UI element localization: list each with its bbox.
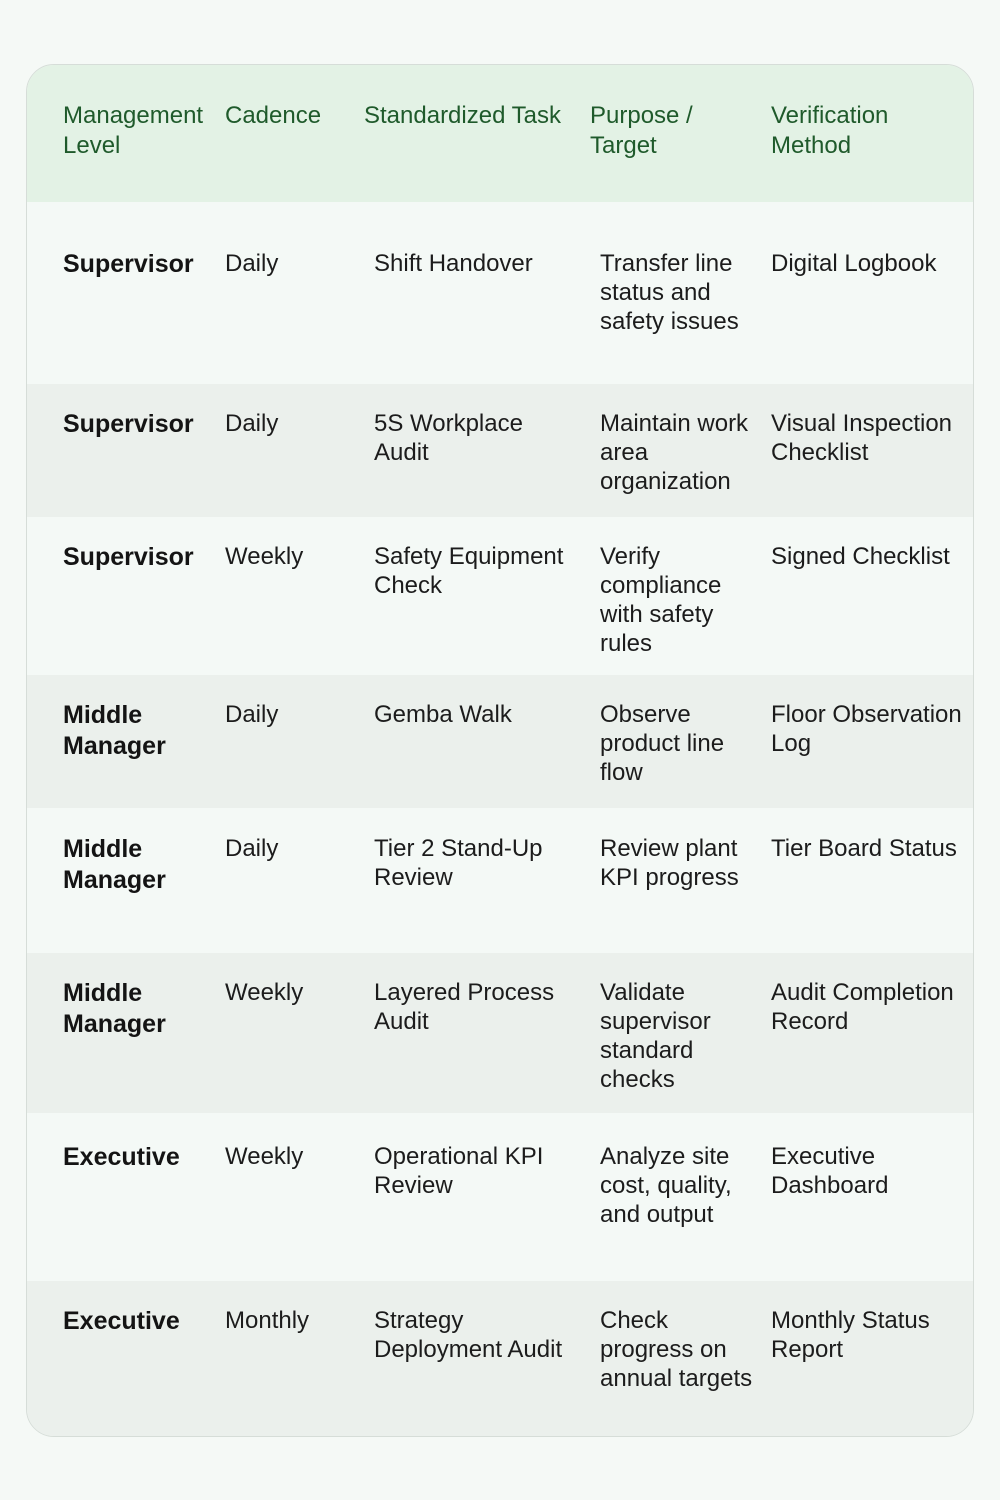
column-header-cadence: Cadence — [225, 102, 322, 129]
cell-cadence: Weekly — [225, 979, 304, 1006]
table-row — [27, 202, 973, 384]
cell-management-level: Middle Manager — [63, 979, 166, 1038]
cell-management-level: Supervisor — [63, 410, 194, 438]
cell-management-level: Middle Manager — [63, 835, 166, 894]
table-row — [27, 1113, 973, 1281]
column-header-management-level: Management Level — [63, 102, 204, 159]
cell-purpose-target: Observe product line flow — [600, 701, 725, 786]
cell-purpose-target: Verify compliance with safety rules — [600, 543, 722, 657]
cell-management-level: Executive — [63, 1143, 180, 1171]
cell-cadence: Weekly — [225, 543, 304, 570]
cell-standardized-task: Safety Equipment Check — [374, 543, 564, 599]
cell-cadence: Daily — [225, 835, 279, 862]
cell-verification-method: Executive Dashboard — [771, 1143, 889, 1199]
cell-management-level: Middle Manager — [63, 701, 166, 760]
cell-management-level: Supervisor — [63, 250, 194, 278]
table-header — [27, 65, 973, 202]
cell-verification-method: Monthly Status Report — [771, 1307, 930, 1363]
cell-standardized-task: Strategy Deployment Audit — [374, 1307, 563, 1363]
cell-purpose-target: Check progress on annual targets — [600, 1307, 753, 1392]
cell-standardized-task: Operational KPI Review — [374, 1143, 544, 1199]
cell-standardized-task: 5S Workplace Audit — [374, 410, 523, 466]
cell-cadence: Daily — [225, 250, 279, 277]
table-row — [27, 384, 973, 517]
cell-purpose-target: Transfer line status and safety issues — [600, 250, 739, 335]
cell-purpose-target: Analyze site cost, quality, and output — [600, 1143, 732, 1228]
cell-verification-method: Tier Board Status — [771, 835, 957, 862]
cell-cadence: Weekly — [225, 1143, 304, 1170]
cell-verification-method: Signed Checklist — [771, 543, 950, 570]
cell-verification-method: Floor Observation Log — [771, 701, 962, 757]
cell-verification-method: Visual Inspection Checklist — [771, 410, 953, 466]
table-row — [27, 517, 973, 675]
leader-standard-work-table-card — [26, 64, 974, 1437]
leader-standard-work-table — [27, 65, 973, 1436]
table-row — [27, 953, 973, 1113]
cell-purpose-target: Maintain work area organization — [600, 410, 749, 495]
table-body — [27, 202, 973, 1436]
cell-cadence: Daily — [225, 701, 279, 728]
cell-cadence: Daily — [225, 410, 279, 437]
cell-standardized-task: Tier 2 Stand-Up Review — [374, 835, 543, 891]
cell-standardized-task: Shift Handover — [374, 250, 533, 277]
cell-management-level: Supervisor — [63, 543, 194, 571]
column-header-verification-method: Verification Method — [771, 102, 889, 159]
cell-purpose-target: Review plant KPI progress — [600, 835, 739, 891]
cell-standardized-task: Layered Process Audit — [374, 979, 555, 1035]
cell-purpose-target: Validate supervisor standard checks — [600, 979, 711, 1093]
cell-standardized-task: Gemba Walk — [374, 701, 512, 728]
column-header-purpose-target: Purpose / Target — [590, 102, 693, 159]
header-row — [27, 65, 973, 202]
table-row — [27, 675, 973, 808]
cell-verification-method: Digital Logbook — [771, 250, 937, 277]
cell-management-level: Executive — [63, 1307, 180, 1335]
table-row — [27, 808, 973, 953]
cell-verification-method: Audit Completion Record — [771, 979, 954, 1035]
cell-cadence: Monthly — [225, 1307, 310, 1334]
table-row — [27, 1281, 973, 1436]
column-header-standardized-task: Standardized Task — [364, 102, 562, 129]
